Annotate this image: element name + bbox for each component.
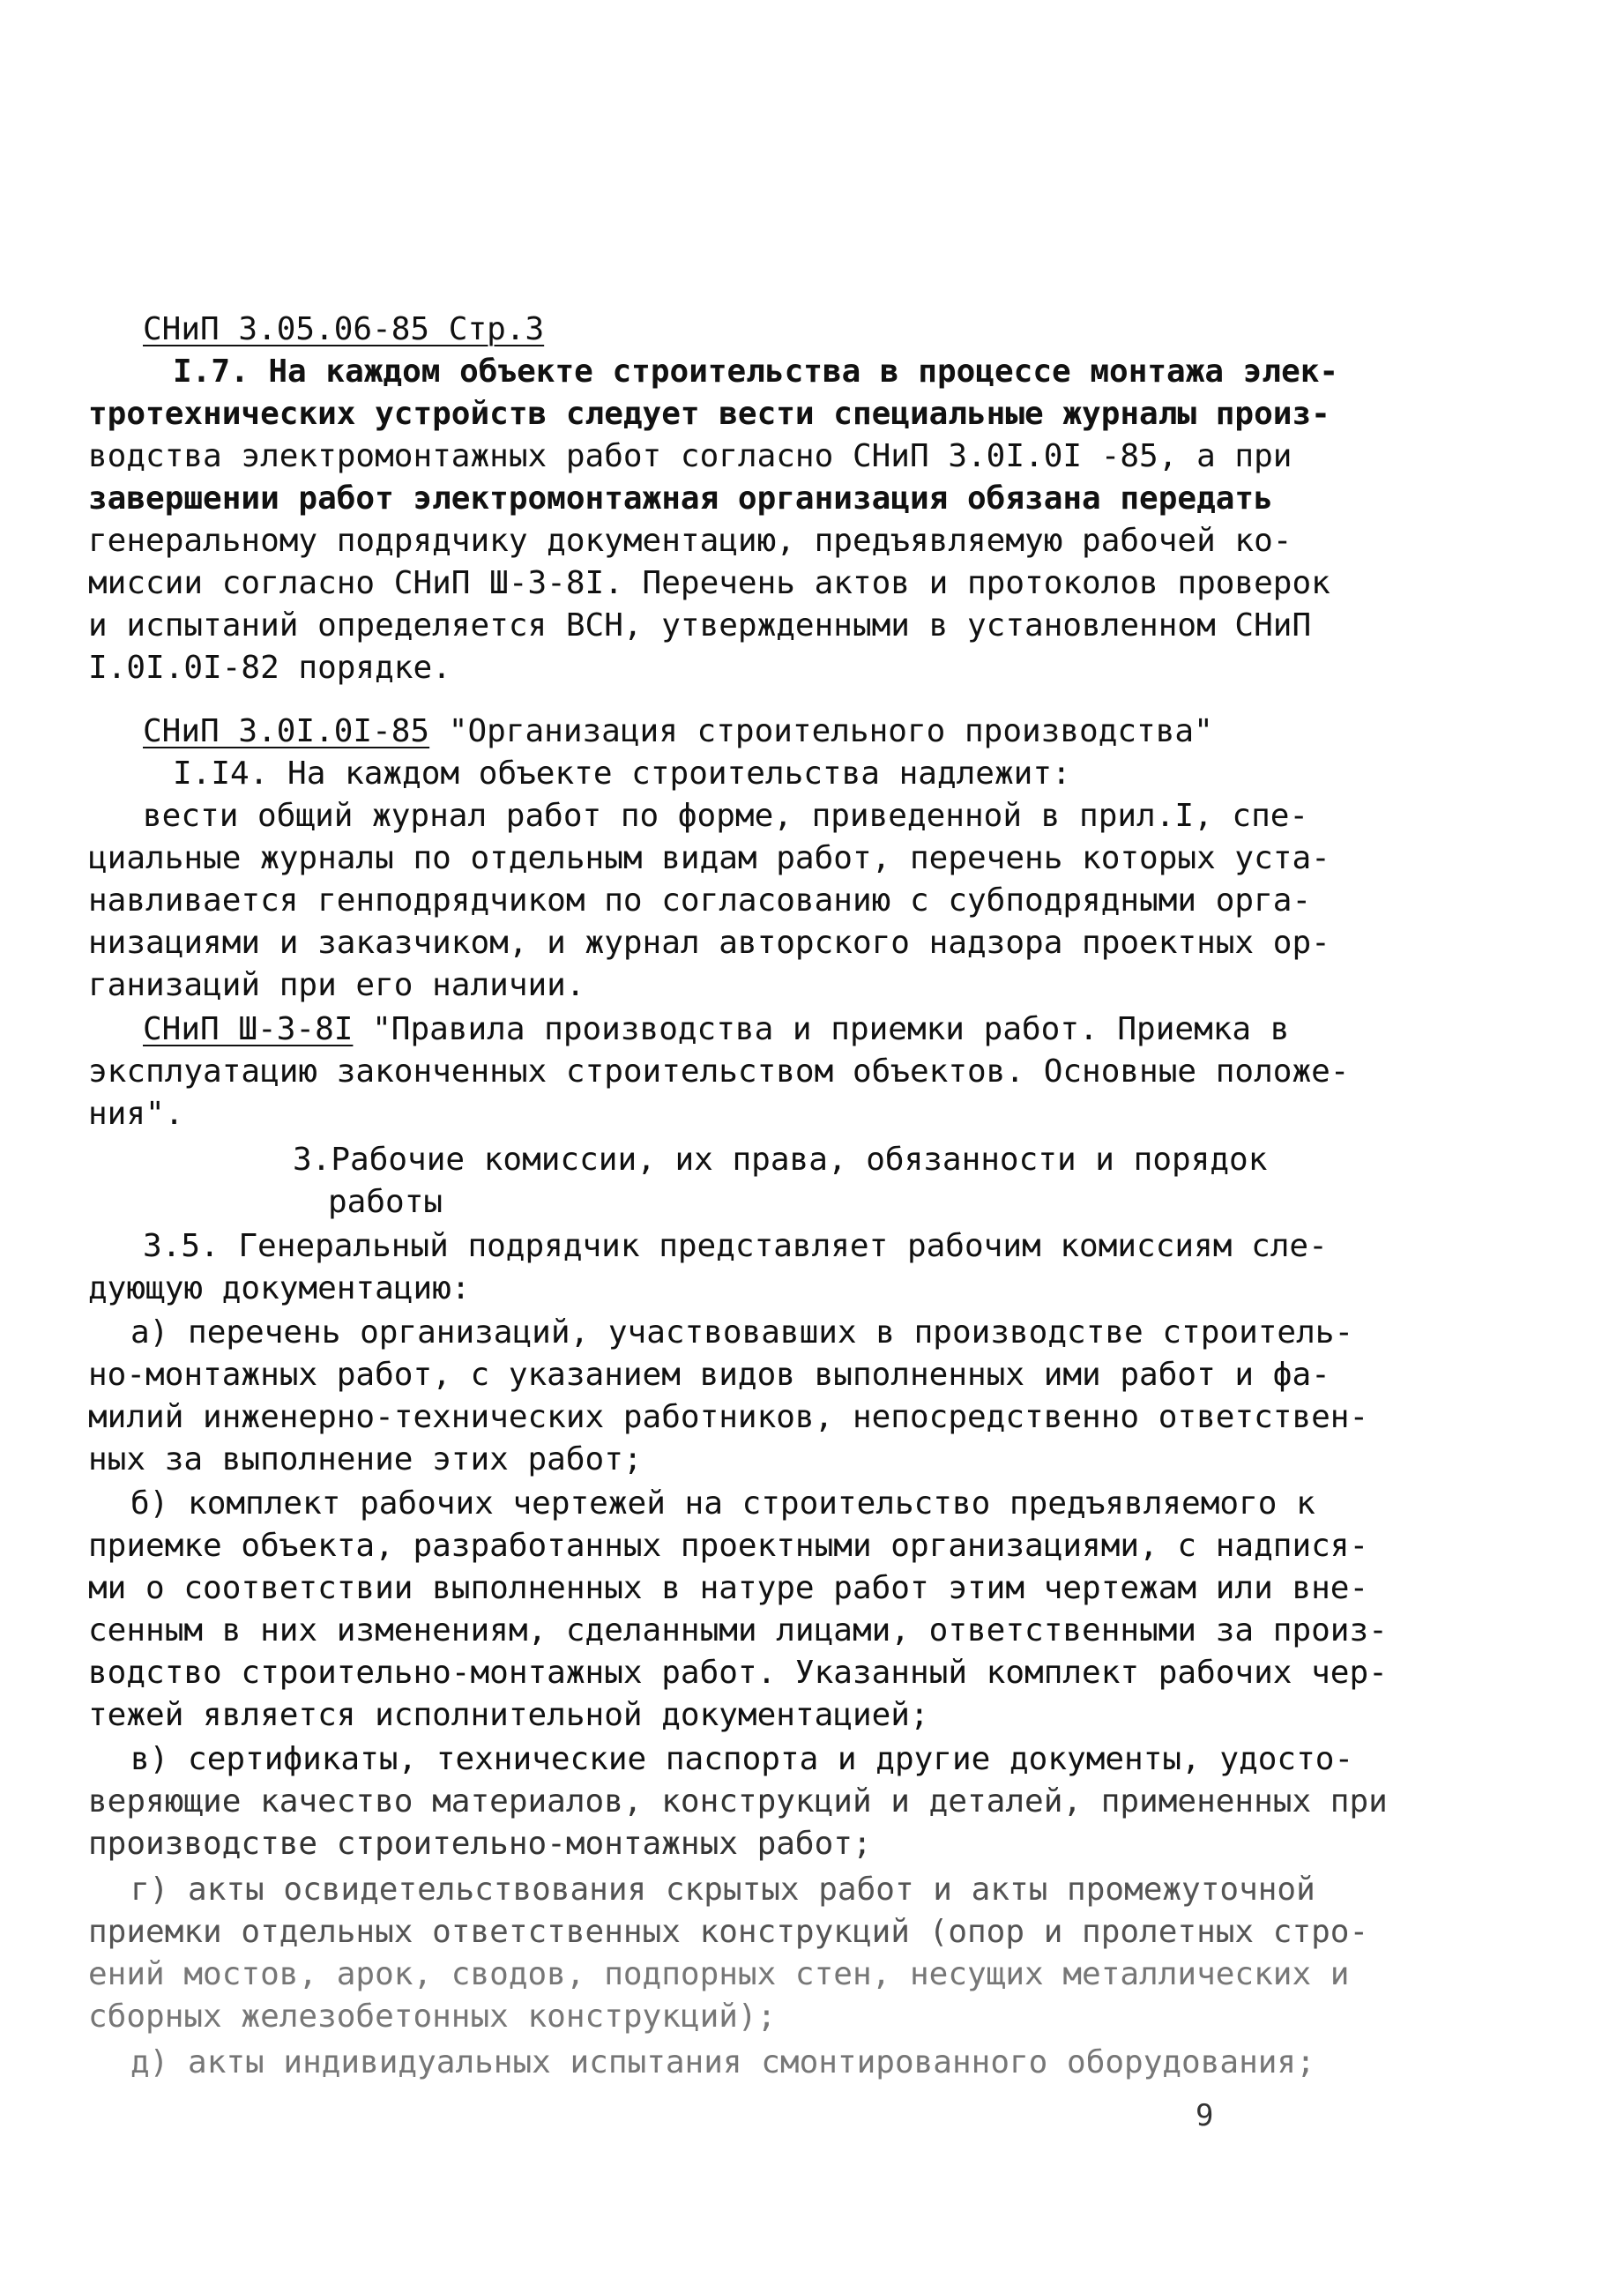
reference-title: "Правила производства и приемки работ. Приемка в <box>353 1011 1290 1047</box>
header-reference: СНиП 3.05.06-85 Стр.3 <box>143 311 545 347</box>
item-d-line-1: д) акты индивидуальных испытания смонтированного оборудования; <box>130 2044 1315 2080</box>
para-1-7-line-5: генеральному подрядчику документацию, предъявляемую рабочей ко- <box>88 523 1292 559</box>
item-b-line-6: тежей является исполнительной документацией; <box>88 1697 929 1733</box>
item-a-line-4: ных за выполнение этих работ; <box>88 1441 643 1477</box>
item-b-line-4: сенным в них изменениям, сделанными лицами, ответственными за произ- <box>88 1612 1388 1649</box>
para-1-7-line-4: завершении работ электромонтажная организация обязана передать <box>88 480 1273 517</box>
para-1-14-line-5: низациями и заказчиком, и журнал авторского надзора проектных ор- <box>88 925 1330 961</box>
para-3-5-line-2: дующую документацию: <box>88 1270 471 1306</box>
para-1-7-line-2: тротехнических устройств следует вести специальные журналы произ- <box>88 396 1330 432</box>
item-b-line-2: приемке объекта, разработанных проектными организациями, с надпися- <box>88 1528 1369 1564</box>
para-1-7-line-1: I.7. На каждом объекте строительства в процессе монтажа элек- <box>173 354 1339 390</box>
item-a-line-1: а) перечень организаций, участвовавших в производстве строитель- <box>130 1314 1354 1351</box>
item-g-line-2: приемки отдельных ответственных конструкций (опор и пролетных стро- <box>88 1914 1369 1950</box>
item-b-line-5: водство строительно-монтажных работ. Указанный комплект рабочих чер- <box>88 1655 1388 1691</box>
para-1-14-line-1: I.I4. На каждом объекте строительства надлежит: <box>173 755 1071 792</box>
para-1-7-line-7: и испытаний определяется ВСН, утвержденными в установленном СНиП <box>88 607 1312 644</box>
section-heading-line-1: 3.Рабочие комиссии, их права, обязанности и порядок <box>293 1142 1268 1178</box>
para-1-7-line-3: водства электромонтажных работ согласно СНиП 3.0I.0I -85, а при <box>88 438 1292 474</box>
reference-code: СНиП Ш-3-8I <box>143 1011 354 1047</box>
para-1-14-line-3: циальные журналы по отдельным видам работ, перечень которых уста- <box>88 840 1330 876</box>
reference-title-line-2: эксплуатацию законченных строительством объектов. Основные положе- <box>88 1053 1350 1090</box>
item-g-line-4: сборных железобетонных конструкций); <box>88 1998 777 2035</box>
para-1-14-line-2: вести общий журнал работ по форме, приведенной в прил.I, спе- <box>143 798 1309 834</box>
para-1-14-line-6: ганизаций при его наличии. <box>88 967 585 1003</box>
item-v-line-1: в) сертификаты, технические паспорта и другие документы, удосто- <box>130 1741 1354 1777</box>
reference-title-line-3: ния". <box>88 1096 184 1132</box>
item-a-line-2: но-монтажных работ, с указанием видов выполненных ими работ и фа- <box>88 1357 1330 1393</box>
page-number: 9 <box>1196 2098 1214 2133</box>
item-b-line-3: ми о соответствии выполненных в натуре работ этим чертежам или вне- <box>88 1570 1369 1606</box>
section-heading-line-2: работы <box>328 1184 443 1220</box>
item-g-line-1: г) акты освидетельствования скрытых работ и акты промежуточной <box>130 1872 1315 1908</box>
item-b-line-1: б) комплект рабочих чертежей на строительство предъявляемого к <box>130 1485 1315 1522</box>
item-v-line-3: производстве строительно-монтажных работ; <box>88 1826 872 1862</box>
para-3-5-line-1: 3.5. Генеральный подрядчик представляет рабочим комиссиям сле- <box>143 1228 1328 1264</box>
para-1-7-line-8: I.0I.0I-82 порядке. <box>88 650 451 686</box>
reference-code: СНиП 3.0I.0I-85 <box>143 713 430 749</box>
reference-snip-iii-3-81 <box>143 1010 1289 1049</box>
item-a-line-3: милий инженерно-технических работников, непосредственно ответствен- <box>88 1399 1369 1435</box>
para-1-14-line-4: навливается генподрядчиком по согласованию с субподрядными орга- <box>88 882 1312 919</box>
para-1-7-line-6: миссии согласно СНиП Ш-3-8I. Перечень актов и протоколов проверок <box>88 565 1330 601</box>
reference-snip-3-01-01 <box>143 712 1213 751</box>
item-g-line-3: ений мостов, арок, сводов, подпорных стен, несущих металлических и <box>88 1956 1350 1992</box>
reference-title: "Организация строительного производства" <box>429 713 1213 749</box>
item-v-line-2: веряющие качество материалов, конструкций и деталей, примененных при <box>88 1783 1388 1820</box>
